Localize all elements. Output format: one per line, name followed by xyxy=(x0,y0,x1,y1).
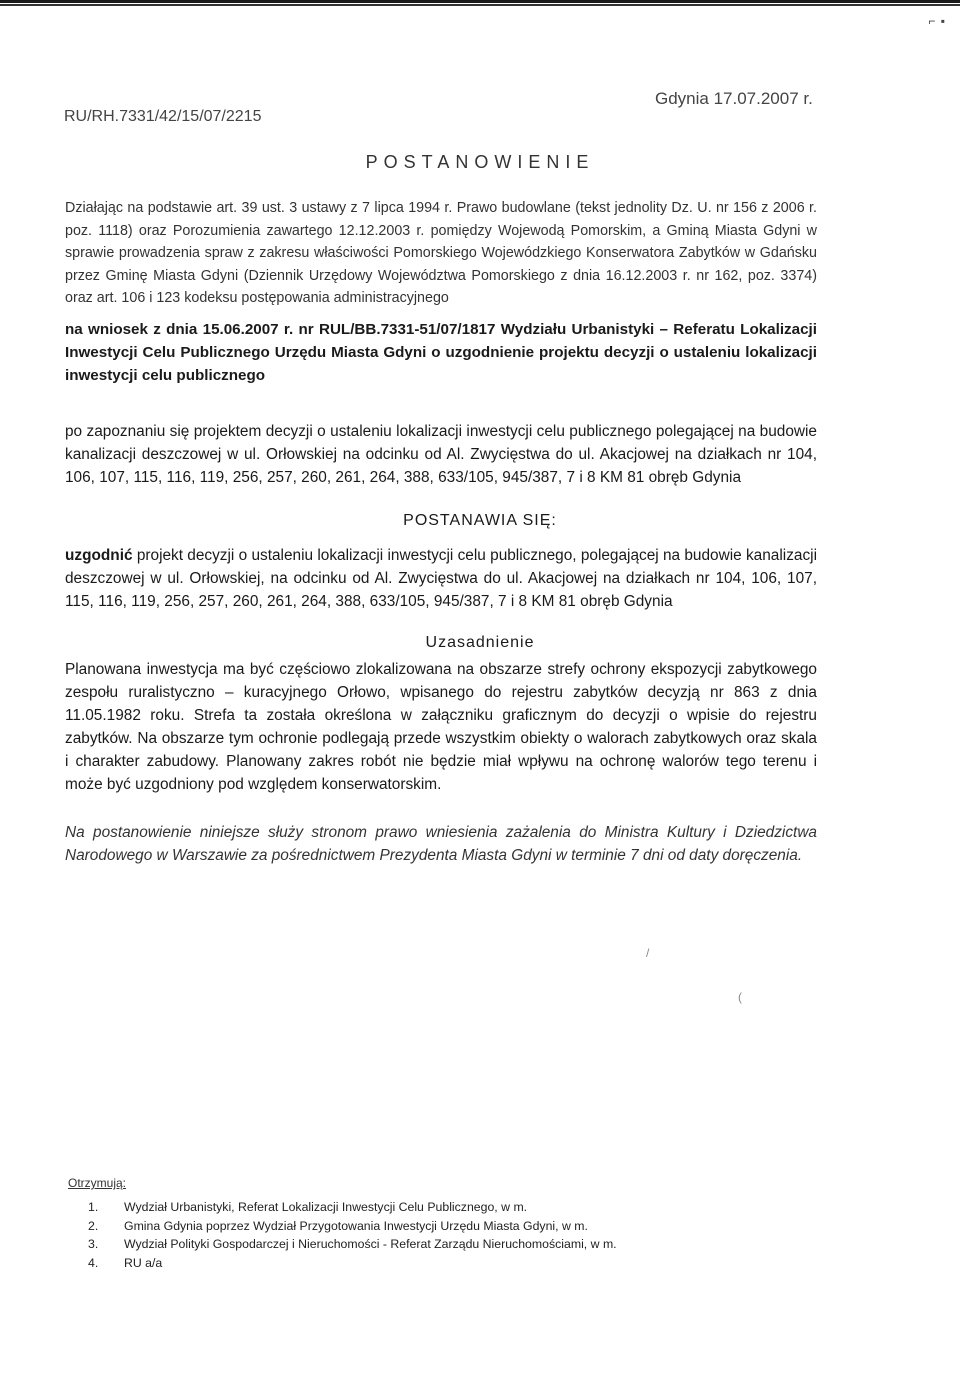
decision-lead-word: uzgodnić xyxy=(65,547,133,564)
place-date: Gdynia 17.07.2007 r. xyxy=(655,89,813,108)
request-paragraph: na wniosek z dnia 15.06.2007 r. nr RUL/BB.7331-51/07/1817 Wydziału Urbanistyki – Referatu Lokalizacji Inwestycji Celu Publicznego Urzędu Miasta Gdyni o uzgodnienie projektu decyzji o ustaleniu lokalizacji inwestycji celu publicznego xyxy=(65,321,817,384)
consideration-paragraph: po zapoznaniu się projektem decyzji o ustaleniu lokalizacji inwestycji celu publicznego polegającej na budowie kanalizacji deszczowej w ul. Orłowskiej na odcinku od Al. Zwycięstwa do ul. Akacjowej na działkach nr 104, 106, 107, 115, 116, 119, 256, 257, 260, 261, 264, 388, 633/105, 945/387, 7 i 8 KM 81 obręb Gdynia xyxy=(65,423,817,486)
list-item xyxy=(88,1235,617,1254)
decision-heading: POSTANAWIA SIĘ: xyxy=(403,512,557,529)
recipients-list xyxy=(88,1198,617,1272)
list-item-text: Gmina Gdynia poprzez Wydział Przygotowania Inwestycji Urzędu Miasta Gdyni, w m. xyxy=(124,1218,588,1233)
list-item-number: 2. xyxy=(88,1218,99,1233)
justification-heading: Uzasadnienie xyxy=(425,634,535,651)
legal-basis-paragraph: Działając na podstawie art. 39 ust. 3 ustawy z 7 lipca 1994 r. Prawo budowlane (tekst jednolity Dz. U. nr 156 z 2006 r. poz. 1118) oraz Porozumienia zawartego 12.12.2003 r. pomiędzy Wojewodą Pomorskim, a Gminą Miasta Gdyni w sprawie prowadzenia spraw z zakresu właściwości Pomorskiego Wojewódzkiego Konserwatora Zabytków w Gdańsku przez Gminę Miasta Gdyni (Dziennik Urzędowy Województwa Pomorskiego z dnia 16.12.2003 r. nr 162, poz. 3374) oraz art. 106 i 123 kodeksu postępowania administracyjnego xyxy=(65,200,817,306)
document-title: POSTANOWIENIE xyxy=(365,152,595,172)
decision-paragraph xyxy=(65,544,817,613)
list-item xyxy=(88,1198,617,1217)
scan-top-border xyxy=(0,0,960,8)
scan-mark: / xyxy=(646,946,650,960)
decision-text: projekt decyzji o ustaleniu lokalizacji inwestycji celu publicznego, polegającej na budowie kanalizacji deszczowej w ul. Orłowskiej, na odcinku od Al. Zwycięstwa do ul. Akacjowej na działkach nr 104, 106, 107, 115, 116, 119, 256, 257, 260, 261, 264, 388, 633/105, 945/387, 7 i 8 KM 81 obręb Gdynia xyxy=(65,547,817,610)
recipients-heading: Otrzymują: xyxy=(68,1176,127,1190)
list-item xyxy=(88,1254,617,1273)
scan-corner-mark: ⌐ ▪ xyxy=(928,14,946,28)
document-reference: RU/RH.7331/42/15/07/2215 xyxy=(64,108,262,125)
list-item-text: RU a/a xyxy=(124,1255,163,1270)
list-item-number: 1. xyxy=(88,1200,99,1214)
scan-mark: ( xyxy=(738,990,742,1004)
list-item-text: Wydział Polityki Gospodarczej i Nieruchomości - Referat Zarządu Nieruchomościami, w m. xyxy=(124,1237,617,1251)
list-item xyxy=(88,1217,617,1236)
appeal-paragraph: Na postanowienie niniejsze służy stronom prawo wniesienia zażalenia do Ministra Kultury i Dziedzictwa Narodowego w Warszawie za pośrednictwem Prezydenta Miasta Gdyni w terminie 7 dni od daty doręczenia. xyxy=(65,824,817,864)
list-item-number: 3. xyxy=(88,1237,99,1251)
list-item-text: Wydział Urbanistyki, Referat Lokalizacji Inwestycji Celu Publicznego, w m. xyxy=(124,1200,528,1214)
justification-paragraph: Planowana inwestycja ma być częściowo zlokalizowana na obszarze strefy ochrony ekspozycji zabytkowego zespołu ruralistyczno – kuracyjnego Orłowo, wpisanego do rejestru zabytków decyzją nr 863 z dnia 11.05.1982 roku. Strefa ta została określona w załączniku graficznym do decyzji o wpisie do rejestru zabytków. Na obszarze tym ochronie podlegają przede wszystkim obiekty o walorach zabytkowych oraz skala i charakter zabudowy. Planowany zakres robót nie będzie miał wpływu na ochronę walorów tego terenu i może być uzgodniony pod względem konserwatorskim. xyxy=(65,661,817,793)
list-item-number: 4. xyxy=(88,1255,99,1270)
